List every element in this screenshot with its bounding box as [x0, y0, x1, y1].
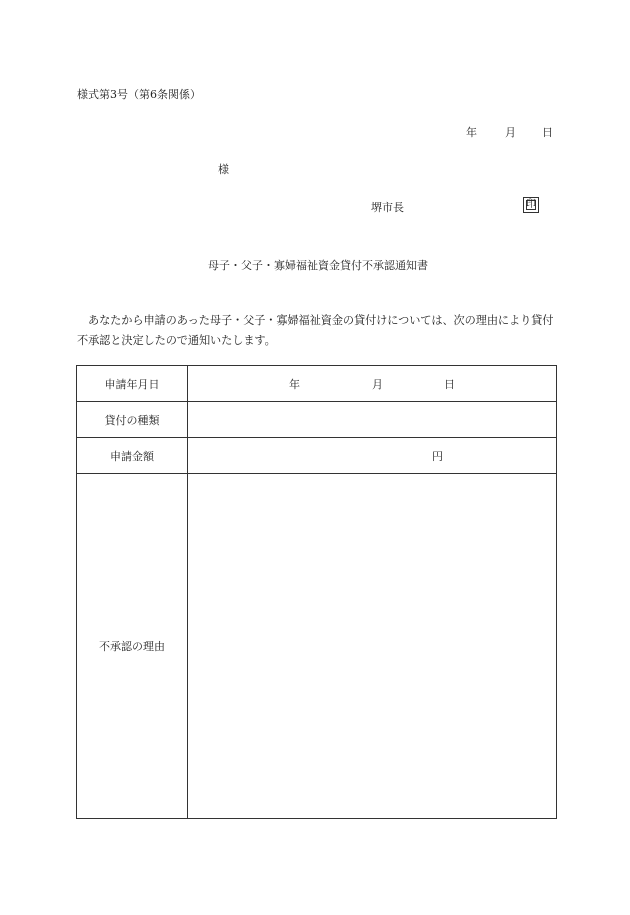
application-day-label: 日 — [444, 377, 455, 391]
issuer-name: 堺市長 — [371, 201, 404, 214]
table-row-application-date — [77, 366, 557, 402]
document-title: 母子・父子・寡婦福祉資金貸付不承認通知書 — [208, 259, 428, 272]
table-row-reason — [77, 474, 557, 819]
application-month-label: 月 — [372, 377, 383, 391]
reason-label: 不承認の理由 — [77, 474, 188, 819]
notice-table — [76, 365, 557, 819]
seal-text: 印 — [526, 199, 536, 210]
seal-mark — [523, 197, 539, 213]
application-date-label: 申請年月日 — [77, 366, 188, 402]
amount-value — [188, 438, 557, 474]
loan-type-label: 貸付の種類 — [77, 402, 188, 438]
form-number: 様式第3号（第6条関係） — [77, 88, 201, 101]
notice-body: あなたから申請のあった母子・父子・寡婦福祉資金の貸付けについては、次の理由により貸付不承認と決定したので通知いたします。 — [77, 314, 554, 347]
reason-value — [188, 474, 557, 819]
loan-type-value — [188, 402, 557, 438]
issue-date — [466, 124, 553, 140]
addressee-suffix: 様 — [218, 163, 229, 176]
amount-unit: 円 — [432, 449, 443, 463]
table-row-amount — [77, 438, 557, 474]
issue-day-label: 日 — [542, 126, 553, 139]
amount-label: 申請金額 — [77, 438, 188, 474]
table-row-loan-type — [77, 402, 557, 438]
issue-month-label: 月 — [505, 126, 516, 139]
issue-year-label: 年 — [466, 126, 477, 139]
application-date-value — [188, 366, 557, 402]
application-year-label: 年 — [289, 377, 300, 391]
